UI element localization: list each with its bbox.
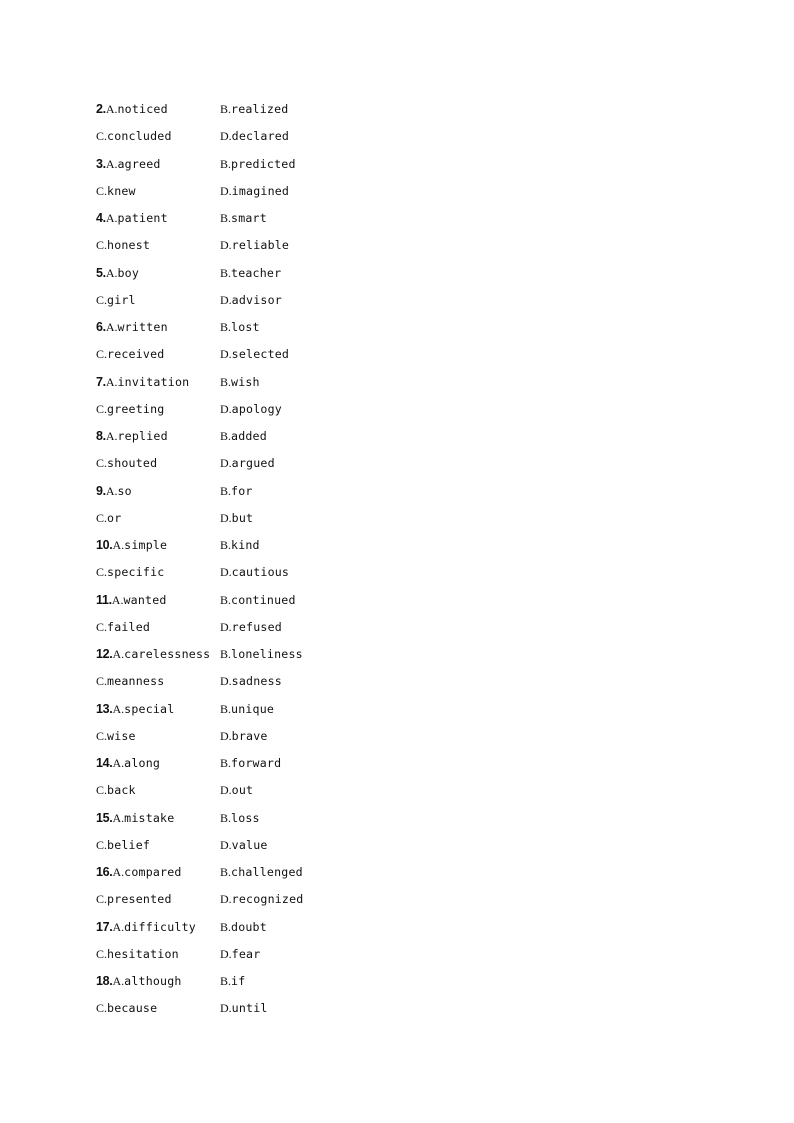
option-text-b: realized [231,102,289,117]
question-row-ab [96,151,420,178]
option-c [96,947,220,962]
option-d [220,565,420,580]
option-letter-c: C. [96,892,108,907]
option-text-b: forward [231,756,282,771]
option-text-c: back [107,783,136,798]
option-letter-c: C. [96,292,108,307]
option-letter-a: A. [105,483,118,498]
question-row-ab [96,478,420,505]
option-text-c: because [107,1001,158,1016]
question-row-ab [96,641,420,668]
option-letter-d: D. [220,783,232,798]
option-text-b: loneliness [231,647,303,662]
option-text-c: honest [107,238,151,253]
question-row-ab [96,914,420,941]
question-row-cd [96,723,420,750]
question-row-ab [96,260,420,287]
question-row-cd [96,832,420,859]
option-letter-c: C. [96,837,108,852]
question-row-cd [96,559,420,586]
option-b [220,320,420,335]
option-letter-a: A. [105,156,118,171]
question-row-ab [96,423,420,450]
option-b [220,157,420,172]
question-row-cd [96,777,420,804]
option-text-a: difficulty [124,919,196,934]
question-number: 16. [96,865,113,880]
option-letter-a: A. [112,974,125,989]
option-letter-b: B. [220,974,232,989]
option-text-c: or [107,510,122,525]
option-text-d: argued [231,456,275,471]
option-letter-a: A. [112,919,125,934]
question-row-ab [96,859,420,886]
option-text-b: smart [231,211,267,226]
option-text-b: for [231,483,253,498]
option-text-d: out [231,783,254,798]
question-number: 12. [96,647,113,662]
option-letter-c: C. [96,238,108,253]
option-letter-d: D. [220,674,232,689]
option-text-c: shouted [107,456,158,471]
option-text-b: added [231,429,267,444]
option-d [220,620,420,635]
option-letter-a: A. [105,211,118,226]
option-text-a: so [117,483,132,498]
question-number: 7. [96,374,106,389]
option-c [96,293,220,308]
option-a [96,538,220,553]
option-letter-a: A. [112,756,125,771]
option-c [96,892,220,907]
option-b [220,211,420,226]
option-text-d: recognized [231,892,304,907]
option-letter-a: A. [105,102,118,117]
option-letter-b: B. [220,265,232,280]
option-a [96,593,220,608]
option-text-c: belief [107,837,151,852]
option-text-a: noticed [117,102,168,117]
option-letter-d: D. [220,347,232,362]
option-text-b: wish [231,374,260,389]
option-letter-b: B. [220,211,232,226]
option-text-c: meanness [107,674,165,689]
option-c [96,1001,220,1016]
question-number: 14. [96,756,113,771]
option-b [220,702,420,717]
question-number: 18. [96,974,113,989]
option-letter-b: B. [220,810,232,825]
option-letter-c: C. [96,401,108,416]
option-letter-c: C. [96,1001,108,1016]
question-number: 15. [96,810,113,825]
option-letter-d: D. [220,456,232,471]
option-text-a: mistake [124,810,175,825]
option-c [96,129,220,144]
question-row-ab [96,968,420,995]
option-a [96,974,220,989]
option-b [220,266,420,281]
option-text-d: advisor [231,292,282,307]
option-letter-a: A. [112,810,125,825]
option-text-d: cautious [231,565,290,580]
option-text-a: agreed [117,156,161,171]
option-d [220,674,420,689]
option-letter-b: B. [220,429,232,444]
option-letter-d: D. [220,837,232,852]
option-b [220,375,420,390]
option-text-d: until [231,1001,268,1016]
option-a [96,811,220,826]
option-a [96,320,220,335]
option-d [220,892,420,907]
option-letter-d: D. [220,728,232,743]
question-row-ab [96,696,420,723]
option-text-d: but [231,510,254,525]
option-letter-c: C. [96,674,108,689]
option-text-b: unique [231,701,275,716]
option-text-b: if [231,974,246,989]
option-b [220,811,420,826]
option-text-a: invitation [117,374,190,389]
option-c [96,511,220,526]
option-a [96,429,220,444]
option-text-a: patient [117,211,168,226]
question-row-cd [96,287,420,314]
option-letter-a: A. [112,701,125,716]
option-d [220,456,420,471]
question-number: 9. [96,483,106,498]
question-number: 13. [96,701,113,716]
option-c [96,456,220,471]
option-d [220,293,420,308]
option-letter-b: B. [220,483,232,498]
option-c [96,347,220,362]
option-b [220,974,420,989]
question-row-ab [96,96,420,123]
option-text-c: wise [107,728,136,743]
option-text-a: along [124,756,161,771]
option-text-b: loss [231,810,260,825]
option-text-b: kind [231,538,260,553]
option-letter-a: A. [105,265,118,280]
question-row-ab [96,750,420,777]
option-d [220,729,420,744]
option-a [96,702,220,717]
question-row-ab [96,369,420,396]
option-text-d: refused [231,619,282,634]
option-letter-d: D. [220,510,232,525]
option-a [96,756,220,771]
option-letter-c: C. [96,728,108,743]
option-c [96,565,220,580]
option-text-a: special [124,701,175,716]
question-number: 5. [96,265,106,280]
option-letter-d: D. [220,401,232,416]
question-number: 6. [96,320,106,335]
option-b [220,429,420,444]
option-d [220,347,420,362]
option-letter-c: C. [96,347,108,362]
option-d [220,838,420,853]
question-row-cd [96,941,420,968]
option-text-d: apology [231,401,282,416]
question-number: 3. [96,156,106,171]
option-letter-a: A. [105,429,118,444]
option-text-d: reliable [231,238,290,253]
option-d [220,511,420,526]
question-row-cd [96,232,420,259]
option-letter-d: D. [220,892,232,907]
question-number: 4. [96,211,106,226]
option-text-a: simple [124,538,168,553]
option-a [96,375,220,390]
option-letter-b: B. [220,756,232,771]
option-text-c: specific [107,565,165,580]
question-number: 2. [96,102,106,117]
question-row-cd [96,123,420,150]
option-letter-d: D. [220,292,232,307]
option-c [96,729,220,744]
option-a [96,647,220,662]
option-text-d: fear [231,946,261,961]
option-b [220,593,420,608]
option-letter-a: A. [112,538,125,553]
option-letter-a: A. [112,647,125,662]
option-a [96,484,220,499]
option-letter-b: B. [220,156,232,171]
option-text-a: although [124,974,182,989]
option-b [220,538,420,553]
option-letter-b: B. [220,647,232,662]
option-text-d: brave [231,728,268,743]
option-text-d: declared [231,129,290,144]
option-letter-c: C. [96,619,108,634]
option-c [96,402,220,417]
option-text-c: girl [107,292,136,307]
option-a [96,102,220,117]
option-text-b: teacher [231,265,282,280]
option-text-c: greeting [107,401,165,416]
option-text-b: lost [231,320,260,335]
question-row-cd [96,450,420,477]
option-text-b: predicted [231,156,296,171]
option-text-a: carelessness [124,647,211,662]
option-text-c: concluded [107,129,172,144]
option-a [96,157,220,172]
option-letter-b: B. [220,102,232,117]
question-number: 17. [96,919,113,934]
option-letter-d: D. [220,946,232,961]
option-letter-b: B. [220,865,232,880]
option-letter-a: A. [111,592,124,607]
option-a [96,865,220,880]
option-text-b: doubt [231,919,267,934]
option-letter-d: D. [220,565,232,580]
option-d [220,238,420,253]
option-text-a: wanted [123,592,167,607]
option-d [220,184,420,199]
option-letter-d: D. [220,183,232,198]
question-row-cd [96,668,420,695]
option-d [220,783,420,798]
option-letter-b: B. [220,592,232,607]
question-row-cd [96,614,420,641]
option-b [220,865,420,880]
option-text-d: imagined [231,183,290,198]
option-letter-a: A. [105,374,118,389]
question-row-ab [96,587,420,614]
option-a [96,211,220,226]
option-text-d: sadness [231,674,282,689]
option-letter-c: C. [96,946,108,961]
question-row-cd [96,886,420,913]
question-number: 11. [96,592,112,607]
question-row-ab [96,314,420,341]
question-row-cd [96,396,420,423]
option-text-c: failed [107,619,151,634]
option-text-d: value [231,837,268,852]
answer-options-list [96,96,420,1023]
question-row-ab [96,805,420,832]
option-letter-c: C. [96,783,108,798]
option-letter-b: B. [220,701,232,716]
option-b [220,647,420,662]
option-text-a: compared [124,865,182,880]
option-letter-d: D. [220,129,232,144]
option-letter-b: B. [220,320,232,335]
option-c [96,620,220,635]
option-letter-b: B. [220,374,232,389]
option-d [220,947,420,962]
option-c [96,838,220,853]
option-text-c: hesitation [107,946,179,961]
option-letter-b: B. [220,919,232,934]
option-c [96,184,220,199]
option-a [96,920,220,935]
question-number: 8. [96,429,106,444]
option-letter-a: A. [112,865,125,880]
option-b [220,756,420,771]
option-letter-c: C. [96,565,108,580]
option-d [220,129,420,144]
question-row-cd [96,341,420,368]
question-row-cd [96,178,420,205]
question-row-ab [96,205,420,232]
option-letter-d: D. [220,238,232,253]
option-b [220,484,420,499]
option-letter-c: C. [96,456,108,471]
option-letter-d: D. [220,1001,232,1016]
option-text-a: boy [117,265,140,280]
option-text-c: presented [107,892,172,907]
option-letter-c: C. [96,510,108,525]
option-d [220,1001,420,1016]
question-number: 10. [96,538,113,553]
option-text-a: written [117,320,168,335]
option-text-c: knew [107,183,136,198]
option-c [96,238,220,253]
option-a [96,266,220,281]
option-text-b: continued [231,592,296,607]
option-letter-b: B. [220,538,232,553]
option-c [96,674,220,689]
option-b [220,102,420,117]
option-b [220,920,420,935]
option-letter-a: A. [105,320,118,335]
option-text-a: replied [117,429,168,444]
option-c [96,783,220,798]
option-letter-c: C. [96,129,108,144]
option-letter-c: C. [96,183,108,198]
option-text-b: challenged [231,865,303,880]
question-row-ab [96,532,420,559]
question-row-cd [96,505,420,532]
option-letter-d: D. [220,619,232,634]
option-text-d: selected [231,347,290,362]
option-text-c: received [107,347,165,362]
option-d [220,402,420,417]
question-row-cd [96,995,420,1022]
